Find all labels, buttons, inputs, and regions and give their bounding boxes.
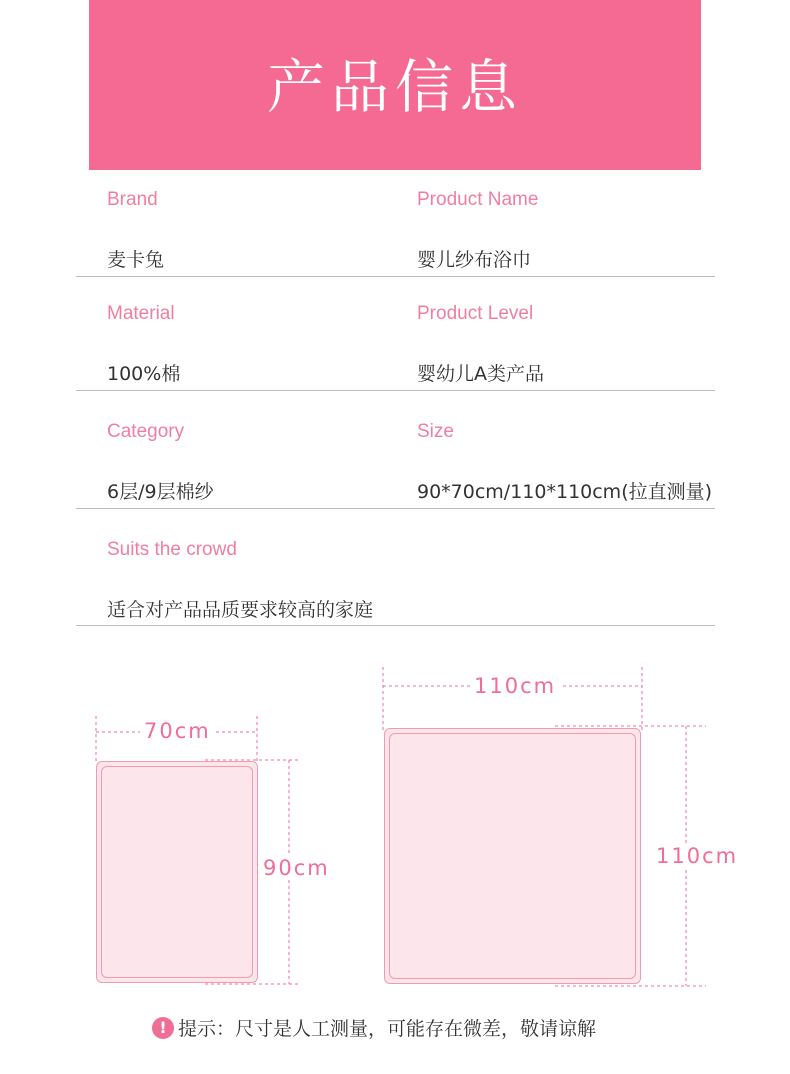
product-name-label: Product Name bbox=[417, 189, 539, 210]
brand-label: Brand bbox=[107, 189, 158, 210]
size-label: Size bbox=[417, 421, 454, 442]
large-width-label: 110cm bbox=[470, 674, 560, 698]
small-height-label: 90cm bbox=[259, 856, 334, 880]
small-width-label: 70cm bbox=[140, 719, 215, 743]
material-value: 100%棉 bbox=[107, 363, 181, 385]
brand-value: 麦卡兔 bbox=[107, 249, 165, 271]
size-value: 90*70cm/110*110cm(拉直测量) bbox=[417, 481, 713, 503]
material-label: Material bbox=[107, 303, 175, 324]
crowd-label: Suits the crowd bbox=[107, 539, 237, 560]
note-text: 提示：尺寸是人工测量，可能存在微差，敬请谅解 bbox=[178, 1018, 597, 1040]
product-name-value: 婴儿纱布浴巾 bbox=[417, 249, 532, 271]
crowd-value: 适合对产品品质要求较高的家庭 bbox=[107, 599, 374, 621]
small-towel-shape bbox=[96, 761, 258, 983]
large-height-label: 110cm bbox=[652, 844, 742, 868]
category-value: 6层/9层棉纱 bbox=[107, 481, 214, 503]
product-level-value: 婴幼儿A类产品 bbox=[417, 363, 544, 385]
page-title: 产品信息 bbox=[266, 53, 523, 121]
large-towel-shape bbox=[384, 728, 641, 984]
measurement-note bbox=[152, 1014, 596, 1041]
small-towel-inner-border bbox=[101, 766, 253, 978]
exclamation-icon: ! bbox=[152, 1017, 174, 1039]
category-label: Category bbox=[107, 421, 185, 442]
product-level-label: Product Level bbox=[417, 303, 534, 324]
large-towel-inner-border bbox=[389, 733, 636, 979]
